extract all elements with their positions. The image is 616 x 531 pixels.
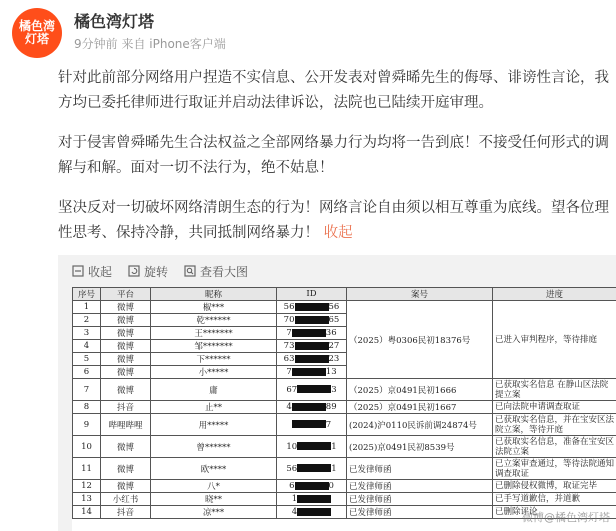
rotate-icon [128,265,140,277]
redaction-bar [292,403,326,411]
cell-progress: 已获取实名信息，准备在宝安区法院立案 [493,436,616,458]
cell-id [277,436,347,458]
id-prefix: 4 [291,507,298,517]
redaction-bar [295,482,329,490]
id-prefix: 7 [286,367,292,377]
id-suffix: 27 [328,341,340,351]
cell-case: (2025)京0491民初8539号 [347,436,493,458]
id-suffix: 1 [331,463,337,474]
cell-no: 4 [73,340,101,353]
id-prefix: 1 [291,494,298,504]
cell-progress: 已手写道歉信，并道歉 [493,493,616,506]
cell-no: 10 [73,436,101,458]
collapse-icon [72,265,84,277]
cell-no: 6 [73,366,101,379]
cell-nick: 曾****** [151,436,277,458]
cell-platform: 抖音 [101,401,151,414]
table-row [73,493,616,506]
post-paragraph-2: 对于侵害曾舜晞先生合法权益之全部网络暴力行为均将一告到底！不接受任何形式的调解与和解。面对一切不法行为，绝不姑息！ [58,135,609,176]
collapse-image-button[interactable] [72,263,112,280]
cell-nick: 王******* [151,327,277,340]
cell-case: 已发律师函 [347,506,493,519]
cell-no: 9 [73,414,101,436]
cell-id [277,480,347,493]
rotate-image-button[interactable] [128,263,168,280]
redaction-bar [292,368,326,376]
cell-platform: 微博 [101,366,151,379]
cell-case-merged: （2025）粤0306民初18376号 [347,301,493,379]
cell-id [277,327,347,340]
post-meta: 9分钟前 来自 iPhone客户端 [74,37,226,51]
cell-id [277,458,347,480]
id-suffix: 13 [325,367,337,377]
table-row [73,436,616,458]
header-platform: 平台 [101,288,151,301]
cell-platform: 微博 [101,480,151,493]
table-row [73,458,616,480]
cell-nick: 八* [151,480,277,493]
cell-nick: 小***** [151,366,277,379]
id-prefix: 10 [286,441,298,452]
redaction-bar [292,420,326,428]
post-paragraph-3 [58,196,610,246]
avatar-text-line2: 灯塔 [24,32,49,46]
cell-progress-merged: 已进入审判程序，等待排庭 [493,301,616,379]
cell-id [277,506,347,519]
redaction-bar [297,442,331,450]
cell-platform: 微博 [101,436,151,458]
id-suffix: 65 [328,315,340,325]
redaction-bar [295,316,329,324]
cell-progress: 已删除侵权微博，取证完毕 [493,480,616,493]
table-row [73,401,616,414]
cell-nick: 邹******* [151,340,277,353]
cell-id [277,493,347,506]
case-table [72,287,616,519]
view-large-image-button[interactable] [184,263,248,280]
cell-id [277,314,347,327]
cell-case: 已发律师函 [347,458,493,480]
cell-platform: 微博 [101,314,151,327]
redaction-bar [295,342,329,350]
cell-platform: 微博 [101,353,151,366]
table-header-row [73,288,616,301]
cell-nick: 欧**** [151,458,277,480]
cell-case: （2025）京0491民初1667 [347,401,493,414]
weibo-watermark: 微博@橘色湾灯塔 [522,511,610,524]
image-toolbar [58,255,616,287]
cell-case: 已发律师函 [347,493,493,506]
cell-id [277,340,347,353]
cell-id [277,353,347,366]
cell-case: （2025）京0491民初1666 [347,379,493,401]
cell-case: 已发律师函 [347,480,493,493]
table-row [73,301,616,314]
id-suffix: 36 [325,328,337,338]
redaction-bar [297,464,331,472]
id-prefix: 70 [283,315,295,325]
view-large-label: 查看大图 [200,264,249,279]
rotate-label: 旋转 [144,264,169,279]
cell-id [277,366,347,379]
post-text [58,66,610,261]
cell-id [277,379,347,401]
id-suffix: 89 [325,402,337,412]
id-suffix: 3 [331,384,337,395]
id-prefix: 56 [286,463,298,474]
cell-no: 2 [73,314,101,327]
id-suffix: 56 [328,302,340,312]
cell-nick: 庸 [151,379,277,401]
case-table-image[interactable] [72,287,616,531]
id-prefix: 67 [286,384,298,395]
table-row [73,480,616,493]
cell-id [277,414,347,436]
cell-platform: 微博 [101,301,151,314]
cell-platform: 微博 [101,458,151,480]
cell-no: 5 [73,353,101,366]
cell-case: (2024)沪0110民诉前调24874号 [347,414,493,436]
image-viewer [58,255,616,531]
cell-id [277,301,347,314]
cell-no: 11 [73,458,101,480]
table-row [73,414,616,436]
id-prefix: 4 [286,402,292,412]
redaction-bar [297,508,331,516]
cell-no: 14 [73,506,101,519]
redaction-bar [292,329,326,337]
header-no: 序号 [73,288,101,301]
cell-platform: 微博 [101,327,151,340]
cell-no: 8 [73,401,101,414]
id-suffix: 0 [328,481,334,491]
cell-id [277,401,347,414]
table-row [73,379,616,401]
cell-nick: 晓** [151,493,277,506]
cell-nick: 椒*** [151,301,277,314]
cell-nick: 止** [151,401,277,414]
cell-platform: 微博 [101,340,151,353]
cell-platform: 哔哩哔哩 [101,414,151,436]
header-progress: 进度 [493,288,616,301]
cell-nick: 用***** [151,414,277,436]
cell-no: 1 [73,301,101,314]
id-prefix: 7 [286,328,292,338]
collapse-text-link[interactable]: 收起 [323,225,353,241]
collapse-label: 收起 [88,264,113,279]
id-suffix: 7 [325,419,332,430]
id-suffix: 23 [328,354,340,364]
post-paragraph-1: 针对此前部分网络用户捏造不实信息、公开发表对曾舜晞先生的侮辱、诽谤性言论，我方均已委托律师进行取证并启动法律诉讼，法院也已陆续开庭审理。 [58,70,609,111]
id-suffix: 1 [331,441,337,452]
magnify-icon [184,265,196,277]
redaction-bar [297,495,331,503]
cell-nick: 下****** [151,353,277,366]
redaction-bar [295,355,329,363]
id-prefix: 56 [283,302,295,312]
cell-no: 3 [73,327,101,340]
account-name[interactable]: 橘色湾灯塔 [74,12,155,31]
avatar-text-line1: 橘色湾 [18,19,55,33]
cell-platform: 微博 [101,379,151,401]
redaction-bar [297,385,331,393]
header-case: 案号 [347,288,493,301]
redaction-bar [295,303,329,311]
cell-no: 13 [73,493,101,506]
cell-no: 7 [73,379,101,401]
cell-nick: 凉*** [151,506,277,519]
cell-progress: 已立案审查通过，等待法院通知调查取证 [493,458,616,480]
header-nick: 昵称 [151,288,277,301]
cell-progress: 已向法院申请调查取证 [493,401,616,414]
header-id: ID [277,288,347,301]
avatar[interactable] [12,8,62,58]
cell-progress: 已获取实名信息 在静山区法院提立案 [493,379,616,401]
cell-progress: 已获取实名信息，并在宝安区法院立案，等待开庭 [493,414,616,436]
cell-nick: 乾****** [151,314,277,327]
id-prefix: 63 [283,354,295,364]
id-prefix: 6 [289,481,295,491]
id-prefix: 73 [283,341,295,351]
cell-platform: 抖音 [101,506,151,519]
cell-no: 12 [73,480,101,493]
post-paragraph-3-text: 坚决反对一切破坏网络清朗生态的行为！网络言论自由须以相互尊重为底线。望各位理性思考、保持冷静，共同抵制网络暴力！ [58,200,609,241]
cell-platform: 小红书 [101,493,151,506]
cell-progress: 已删除评论 [493,506,616,519]
